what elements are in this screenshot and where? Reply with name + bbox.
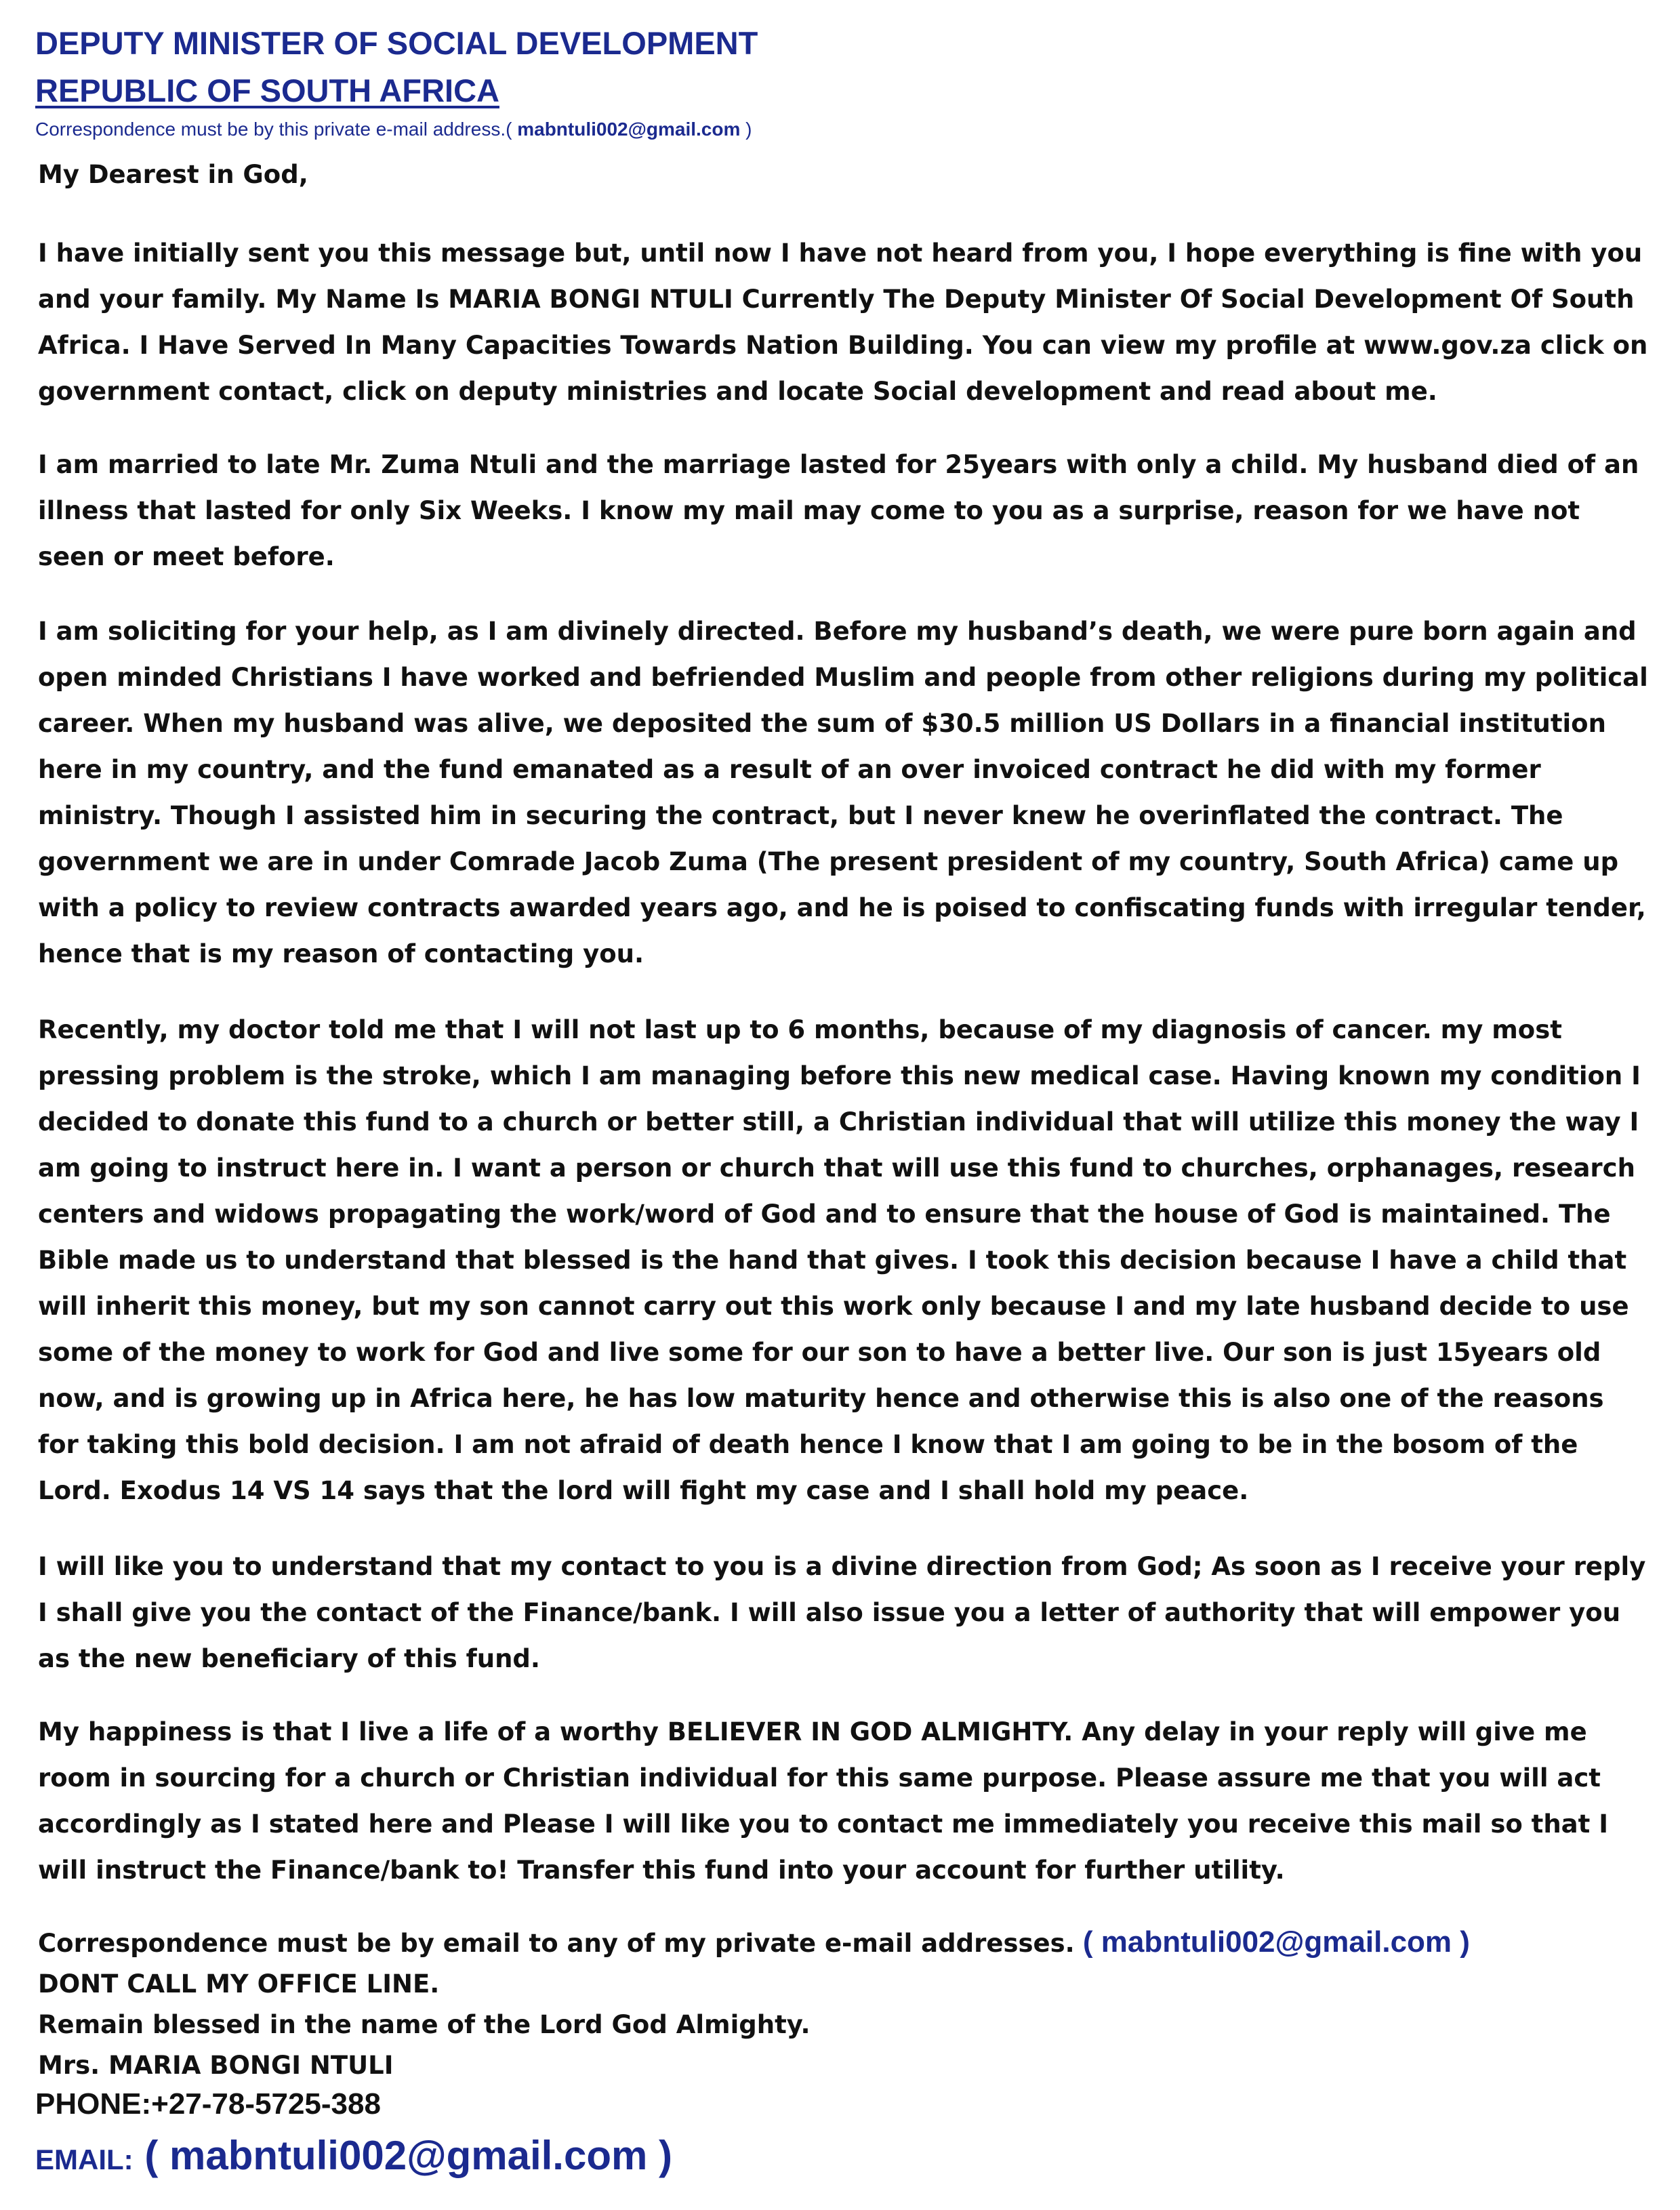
- paragraph-divine-direction: I will like you to understand that my contact to you is a divine direction from God; As soon as I receive your reply I shall give you the contact of the Finance/bank. I will also issue you a letter of authority that will empower you as the new beneficiary of this fund.: [38, 1552, 1646, 1673]
- closing-email-value: ( mabntuli002@gmail.com ): [133, 2133, 672, 2178]
- paragraph-solicitation: I am soliciting for your help, as I am divinely directed. Before my husband’s death, we were pure born again and open minded Christians I have worked and befriended Muslim and people from other religions during my political career. When my husband was alive, we deposited the sum of $30.5 million US Dollars in a financial institution here in my country, and the fund emanated as a result of an over invoiced contract he did with my former ministry. Though I assisted him in securing the contract, but I never knew he overinflated the contract. The government we are in under Comrade Jacob Zuma (The present president of my country, South Africa) came up with a policy to review contracts awarded years ago, and he is poised to confiscating funds with irregular tender, hence that is my reason of contacting you.: [38, 617, 1648, 968]
- closing-no-call: DONT CALL MY OFFICE LINE.: [38, 1969, 440, 1999]
- header-correspondence-note: [35, 119, 752, 140]
- paragraph-introduction: I have initially sent you this message but, until now I have not heard from you, I hope everything is fine with you and your family. My Name Is MARIA BONGI NTULI Currently The Deputy Minister Of Social Development Of South Africa. I Have Served In Many Capacities Towards Nation Building. You can view my profile at www.gov.za click on government contact, click on deputy ministries and locate Social development and read about me.: [38, 239, 1648, 406]
- closing-email-label: EMAIL:: [35, 2144, 134, 2175]
- header-subtitle: REPUBLIC OF SOUTH AFRICA: [35, 73, 499, 108]
- paragraph-marriage: I am married to late Mr. Zuma Ntuli and the marriage lasted for 25years with only a child. My husband died of an illness that lasted for only Six Weeks. I know my mail may come to you as a surprise, reason for we have not seen or meet before.: [38, 450, 1639, 571]
- letter-closing: [38, 1922, 1651, 2086]
- paragraph-happiness: My happiness is that I live a life of a worthy BELIEVER IN GOD ALMIGHTY. Any delay in your reply will give me room in sourcing for a church or Christian individual for this same purpose. Please assure me that you will act accordingly as I stated here and Please I will like you to contact me immediately you receive this mail so that I will instruct the Finance/bank to! Transfer this fund into your account for further utility.: [38, 1717, 1608, 1885]
- closing-correspondence-line: [38, 1922, 1651, 1964]
- header-note-suffix: ): [740, 119, 752, 140]
- closing-signature-name: Mrs. MARIA BONGI NTULI: [38, 2051, 394, 2080]
- header-title: DEPUTY MINISTER OF SOCIAL DEVELOPMENT: [35, 25, 758, 61]
- header-note-prefix: Correspondence must be by this private e-mail address.(: [35, 119, 518, 140]
- closing-email-line: [35, 2132, 672, 2179]
- closing-correspondence-text: Correspondence must be by email to any of my private e-mail addresses.: [38, 1929, 1075, 1958]
- closing-correspondence-email: ( mabntuli002@gmail.com ): [1074, 1925, 1470, 1959]
- closing-phone: PHONE:+27-78-5725-388: [35, 2087, 381, 2121]
- header-note-email: mabntuli002@gmail.com: [517, 119, 741, 140]
- closing-blessing: Remain blessed in the name of the Lord God Almighty.: [38, 2010, 811, 2039]
- letter-greeting: My Dearest in God,: [38, 160, 308, 189]
- paragraph-diagnosis: Recently, my doctor told me that I will not last up to 6 months, because of my diagnosis of cancer. my most pressing problem is the stroke, which I am managing before this new medical case. Having known my condition I decided to donate this fund to a church or better still, a Christian individual that will utilize this money the way I am going to instruct here in. I want a person or church that will use this fund to churches, orphanages, research centers and widows propagating the work/word of God and to ensure that the house of God is maintained. The Bible made us to understand that blessed is the hand that gives. I took this decision because I have a child that will inherit this money, but my son cannot carry out this work only because I and my late husband decide to use some of the money to work for God and live some for our son to have a better live. Our son is just 15years old now, and is growing up in Africa here, he has low maturity hence and otherwise this is also one of the reasons for taking this bold decision. I am not afraid of death hence I know that I am going to be in the bosom of the Lord. Exodus 14 VS 14 says that the lord will fight my case and I shall hold my peace.: [38, 1015, 1641, 1505]
